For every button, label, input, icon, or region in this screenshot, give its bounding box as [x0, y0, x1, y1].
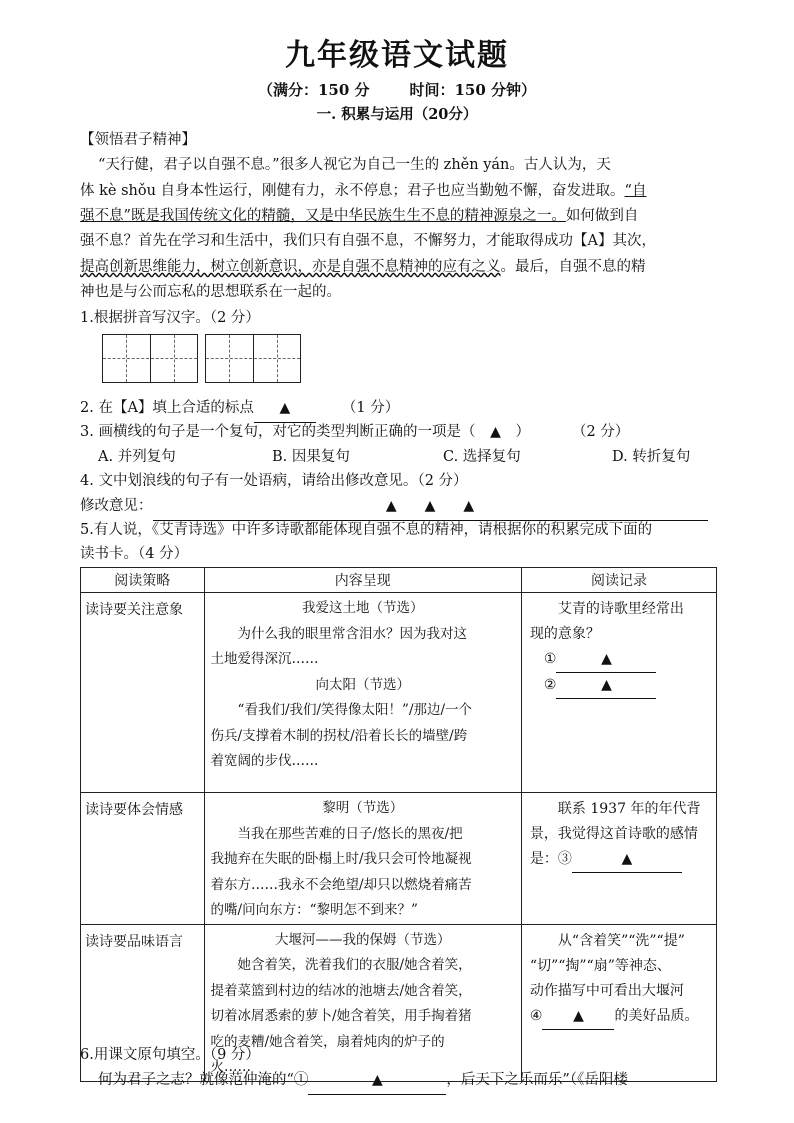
poem-line: 吃的麦糟/她含着笑，扇着炖肉的炉子的	[210, 1033, 445, 1050]
question-5-cont: 读书卡。（4 分）	[80, 546, 189, 562]
poem-line: 我抛弃在失眠的卧榻上时/我只会可怜地凝视	[210, 851, 472, 867]
underlined-sentence: 强不息”既是我国传统文化的精髓，又是中华民族生生不息的精神源泉之一。	[80, 208, 566, 224]
strategy-cell: 读诗要关注意象	[81, 593, 205, 793]
answer-blank[interactable]	[542, 1004, 614, 1030]
poem-line: “看我们/我们/笑得像太阳！”/那边/一个	[237, 702, 473, 718]
table-row	[81, 593, 717, 793]
record-line: 现的意象？	[529, 626, 600, 642]
triangle-mark: ▲	[372, 1072, 383, 1088]
underlined-sentence: “自	[624, 183, 647, 199]
triangle-mark: ▲	[573, 1007, 584, 1024]
poem-line: 为什么我的眼里常含泪水？因为我对这	[237, 625, 468, 642]
poem-line: 土地爱得深沉……	[210, 651, 319, 667]
passage-heading: 【领悟君子精神】	[80, 132, 196, 148]
time-info: 时间：150 分钟）	[409, 81, 537, 99]
poem-line: 着东方……我永不会绝望/却只以燃烧着痛苦	[210, 876, 472, 893]
record-cell: 联系 1937 年的年代背 景，我觉得这首诗歌的感情 是：③ ▲	[521, 793, 716, 925]
strategy-cell: 读诗要体会情感	[81, 793, 205, 925]
option-b[interactable]: B. 因果复句	[272, 449, 350, 465]
record-line: 动作描写中可看出大堰河	[529, 982, 684, 999]
answer-box[interactable]	[205, 334, 301, 383]
revision-line: 修改意见： ▲ ▲ ▲	[80, 494, 708, 521]
triangle-marks: ▲ ▲ ▲	[385, 498, 475, 514]
poem-title: 黎明（节选）	[322, 800, 404, 816]
poem-line: 火……	[210, 1059, 252, 1075]
passage-line: 强不息”既是我国传统文化的精髓，又是中华民族生生不息的精神源泉之一。如何做到自	[80, 208, 639, 224]
poem-line: 她含着笑，洗着我们的衣服/她含着笑，	[237, 957, 472, 973]
answer-blank[interactable]	[556, 673, 656, 699]
answer-blank[interactable]	[308, 1068, 446, 1095]
score-info: （满分：150 分	[257, 81, 370, 99]
table-row	[81, 793, 717, 925]
record-line: 景，我觉得这首诗歌的感情	[529, 826, 698, 842]
triangle-mark: ▲	[621, 851, 633, 867]
passage-line: “天行健，君子以自强不息。”很多人视它为自己一生的 zhěn yán。古人认为，天	[98, 157, 611, 173]
question-2: 2. 在【A】填上合适的标点 ▲ （1 分）	[80, 396, 399, 423]
answer-blank[interactable]	[556, 647, 656, 673]
poem-title: 向太阳（节选）	[315, 676, 410, 693]
content-cell	[204, 793, 521, 925]
passage-line: 体 kè shǒu 自身本性运行，刚健有力，永不停息；君子也应当勤勉不懈，奋发进取。“自	[80, 183, 647, 199]
page-title: 九年级语文试题	[285, 38, 509, 73]
passage-line: 提高创新思维能力，树立创新意识，亦是自强不息精神的应有之义。最后，自强不息的精	[80, 259, 646, 275]
table-header: 内容呈现	[204, 568, 521, 593]
option-c[interactable]: C. 选择复句	[443, 449, 521, 465]
poem-title: 大堰河——我的保姆（节选）	[274, 931, 451, 948]
record-cell: 从“含着笑”“洗”“提” “切”“掏”“扇”等神态、 动作描写中可看出大堰河 ④ ▲ 的美好品质。	[521, 924, 716, 1081]
question-6: 6.用课文原句填空。（9 分）	[80, 1047, 260, 1063]
record-line: “切”“掏”“扇”等神态、	[529, 957, 671, 974]
poem-line: 切着冰屑悉索的萝卜/她含着笑，用手掏着猪	[210, 1008, 472, 1024]
answer-blank[interactable]	[572, 847, 682, 873]
answer-box[interactable]	[102, 334, 198, 383]
table-header: 阅读记录	[521, 568, 716, 593]
reading-card-table	[80, 567, 717, 1082]
poem-title: 我爱这土地（节选）	[301, 600, 424, 616]
question-4: 4. 文中划浪线的句子有一处语病，请给出修改意见。（2 分）	[80, 473, 468, 489]
option-d[interactable]: D. 转折复句	[612, 449, 691, 465]
option-a[interactable]: A. 并列复句	[98, 449, 176, 465]
poem-line: 当我在那些苦难的日子/悠长的黑夜/把	[237, 825, 463, 842]
question-5: 5.有人说，《艾青诗选》中许多诗歌都能体现自强不息的精神，请根据你的积累完成下面的	[80, 522, 653, 538]
poem-line: 着宽阔的步伐……	[210, 753, 319, 769]
exam-info	[0, 79, 794, 100]
question-1: 1.根据拼音写汉字。（2 分）	[80, 310, 260, 326]
poem-line: 的嘴/问向东方：“黎明怎不到来？”	[210, 902, 418, 918]
triangle-mark: ▲	[490, 424, 501, 440]
answer-blank[interactable]	[153, 494, 708, 521]
answer-blank[interactable]	[254, 396, 316, 423]
poem-line: 伤兵/支撑着木制的拐杖/沿着长长的墙壁/跨	[210, 727, 468, 744]
wavy-sentence: 提高创新思维能力，树立创新意识，亦是自强不息精神的应有之义	[80, 259, 501, 275]
triangle-mark: ▲	[279, 400, 291, 416]
record-line: 从“含着笑”“洗”“提”	[557, 932, 685, 949]
content-cell	[204, 593, 521, 793]
table-header: 阅读策略	[81, 568, 205, 593]
poem-line: 提着菜篮到村边的结冰的池塘去/她含着笑，	[210, 982, 472, 999]
record-line: 联系 1937 年的年代背	[557, 801, 701, 817]
question-3: 3. 画横线的句子是一个复句，对它的类型判断正确的一项是（ ▲ ） （2 分）	[80, 420, 629, 446]
question-6-line: 何为君子之志？就像范仲淹的“① ▲ ，后天下之乐而乐”（《岳阳楼	[98, 1068, 628, 1095]
section-heading: 一. 积累与运用（20分）	[316, 106, 478, 123]
triangle-mark: ▲	[601, 651, 612, 667]
passage-line: 神也是与公而忘私的思想联系在一起的。	[80, 284, 341, 300]
passage-line: 强不息？首先在学习和生活中，我们只有自强不息，不懈努力，才能取得成功【A】其次，	[80, 233, 656, 249]
strategy-cell: 读诗要品味语言	[81, 924, 205, 1081]
triangle-mark: ▲	[601, 677, 612, 693]
record-cell: 艾青的诗歌里经常出 现的意象？ ① ▲ ② ▲	[521, 593, 716, 793]
record-line: 艾青的诗歌里经常出	[557, 601, 684, 617]
